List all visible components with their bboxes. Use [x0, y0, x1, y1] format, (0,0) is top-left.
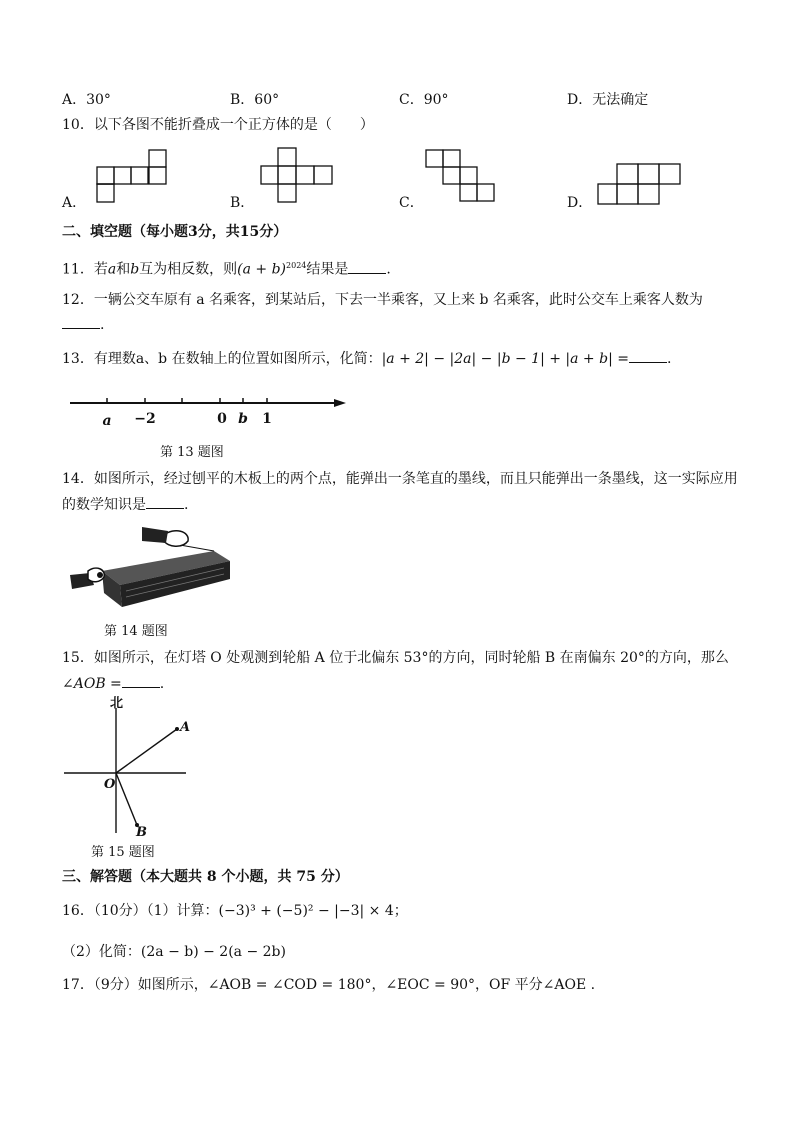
q12-end: .: [100, 317, 105, 333]
q10-label-c: C．: [399, 195, 424, 211]
q11-mid1: 和: [116, 261, 131, 278]
q15-caption: 第 15 题图: [91, 845, 155, 860]
q11-suffix: 结果是: [306, 261, 349, 278]
q11: [62, 256, 391, 280]
q11-b: b: [130, 261, 140, 278]
q11-mid2: 互为相反数，则: [139, 261, 238, 278]
q12-line2: [62, 314, 104, 335]
q15-label-a: A: [180, 720, 191, 735]
q15-line1: 15．如图所示，在灯塔 O 处观测到轮船 A 位于北偏东 53°的方向，同时轮船 B 在南偏东 20°的方向，那么: [62, 650, 729, 666]
q15-label-b: B: [136, 825, 147, 840]
q9-option-b: B．60°: [230, 92, 280, 108]
q14-line1: 14．如图所示，经过刨平的木板上的两个点，能弹出一条笔直的墨线，而且只能弹出一条墨线，这一实际应用: [62, 471, 738, 487]
q13-prefix: 13．有理数a、b 在数轴上的位置如图所示，化简：: [62, 351, 382, 367]
q16-part2: （2）化简：(2a − b) − 2(a − 2b): [62, 944, 286, 960]
q14-figure-board-image: [64, 521, 234, 609]
q11-end: .: [386, 261, 391, 278]
q13-label-neg2: −2: [134, 411, 156, 427]
q13-label-b: b: [238, 411, 248, 427]
q10-net-a: [95, 148, 167, 186]
q9-option-d: D．无法确定: [567, 92, 649, 108]
q13-answer-blank[interactable]: [629, 348, 667, 363]
q10-label-b: B．: [230, 195, 255, 211]
q14-end: .: [184, 497, 189, 513]
q10-label-d: D．: [567, 195, 593, 211]
q13-caption: 第 13 题图: [160, 445, 224, 460]
q11-exponent: 2024: [286, 261, 307, 270]
q13-end: .: [666, 351, 672, 367]
q13-expr: |a + 2| − |2a| − |b − 1| + |a + b| =: [381, 351, 629, 367]
q10-net-d: [597, 162, 683, 206]
q14-caption: 第 14 题图: [104, 624, 168, 639]
q12-answer-blank[interactable]: [62, 314, 100, 329]
q10-net-b: [260, 146, 334, 204]
q13: [62, 348, 671, 369]
q13-number-line: [70, 392, 350, 432]
q15-line2: [62, 673, 164, 694]
q14-line2-text: 的数学知识是: [62, 497, 146, 513]
section3-title: 三、解答题（本大题共 8 个小题，共 75 分）: [62, 869, 349, 885]
q10-net-a-bottom: [95, 184, 115, 204]
q13-label-a: a: [102, 413, 112, 429]
q11-prefix: 11．若: [62, 261, 108, 278]
q10-net-c: [425, 148, 497, 204]
q14-line2: [62, 494, 188, 515]
q13-label-0: 0: [217, 411, 227, 427]
q12-line1: 12．一辆公交车原有 a 名乘客，到某站后，下去一半乘客，又上来 b 名乘客，此时公交车上乘客人数为: [62, 292, 703, 308]
q10-label-a: A．: [62, 195, 87, 211]
q15-label-north: 北: [110, 696, 124, 711]
q9-option-a: A．30°: [62, 92, 111, 108]
q11-answer-blank[interactable]: [348, 259, 386, 274]
q10-stem: 10．以下各图不能折叠成一个正方体的是（ ）: [62, 117, 374, 133]
q9-option-c: C．90°: [399, 92, 449, 108]
q17: 17．（9分）如图所示，∠AOB = ∠COD = 180°，∠EOC = 90°，OF 平分∠AOE .: [62, 977, 596, 993]
q15-answer-blank[interactable]: [122, 673, 160, 688]
q11-a: a: [107, 261, 117, 278]
q13-label-1: 1: [262, 411, 272, 427]
section2-title: 二、填空题（每小题3分，共15分）: [62, 224, 288, 240]
q15-direction-diagram: [64, 693, 194, 843]
q14-answer-blank[interactable]: [146, 494, 184, 509]
q15-angle: ∠AOB =: [62, 676, 122, 692]
q15-end: .: [159, 676, 165, 692]
q16-part1: 16．（10分）（1）计算：(−3)³ + (−5)² − |−3| × 4；: [62, 903, 408, 919]
q15-label-o: O: [104, 777, 116, 792]
q11-expr: (a + b): [237, 261, 287, 278]
